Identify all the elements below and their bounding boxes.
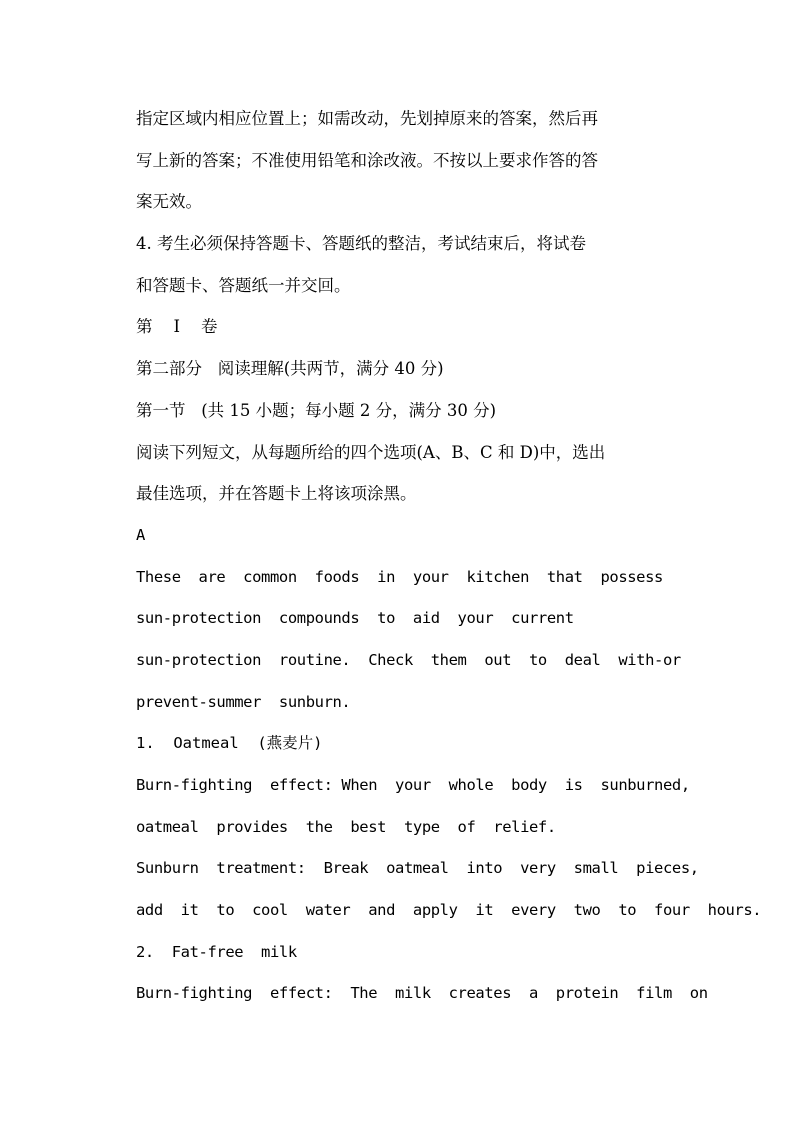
item-1-heading: 1. Oatmeal (燕麦片): [136, 734, 323, 753]
reading-directions-line-2: 最佳选项，并在答题卡上将该项涂黑。: [136, 484, 417, 504]
item-2-effect-line-1: Burn-fighting effect: The milk creates a protein film on: [136, 984, 708, 1003]
part-two-heading: 第二部分 阅读理解(共两节，满分 40 分): [136, 359, 444, 379]
passage-line-1: These are common foods in your kitchen that possess: [136, 567, 663, 586]
item-1-effect-line-2: oatmeal provides the best type of relief.: [136, 817, 556, 836]
passage-line-3: sun-protection routine. Check them out to deal with-or: [136, 650, 681, 669]
instruction-item-4-line-1: 4. 考生必须保持答题卡、答题纸的整洁，考试结束后，将试卷: [136, 234, 586, 254]
document-body: [136, 98, 762, 1015]
section-one-heading: 第一节 (共 15 小题；每小题 2 分，满分 30 分): [136, 400, 497, 420]
instruction-line-1: 指定区域内相应位置上；如需改动，先划掉原来的答案，然后再: [136, 109, 598, 128]
instruction-item-4-line-2: 和答题卡、答题纸一并交回。: [136, 275, 351, 295]
passage-line-2: sun-protection compounds to aid your current: [136, 609, 574, 628]
item-1-effect-line-1: Burn-fighting effect: When your whole body is sunburned,: [136, 776, 690, 794]
item-2-heading: 2. Fat-free milk: [136, 942, 297, 961]
instruction-line-2: 写上新的答案；不准使用铅笔和涂改液。不按以上要求作答的答: [136, 150, 598, 170]
item-1-treatment-line-1: Sunburn treatment: Break oatmeal into very small pieces,: [136, 859, 699, 878]
instruction-line-3: 案无效。: [136, 192, 202, 212]
passage-line-4: prevent-summer sunburn.: [136, 692, 351, 711]
item-1-treatment-line-2: add it to cool water and apply it every two to four hours.: [136, 901, 762, 920]
volume-heading: 第 I 卷: [136, 317, 218, 337]
reading-directions-line-1: 阅读下列短文，从每题所给的四个选项(A、B、C 和 D)中，选出: [136, 442, 606, 462]
passage-label: A: [136, 525, 145, 544]
